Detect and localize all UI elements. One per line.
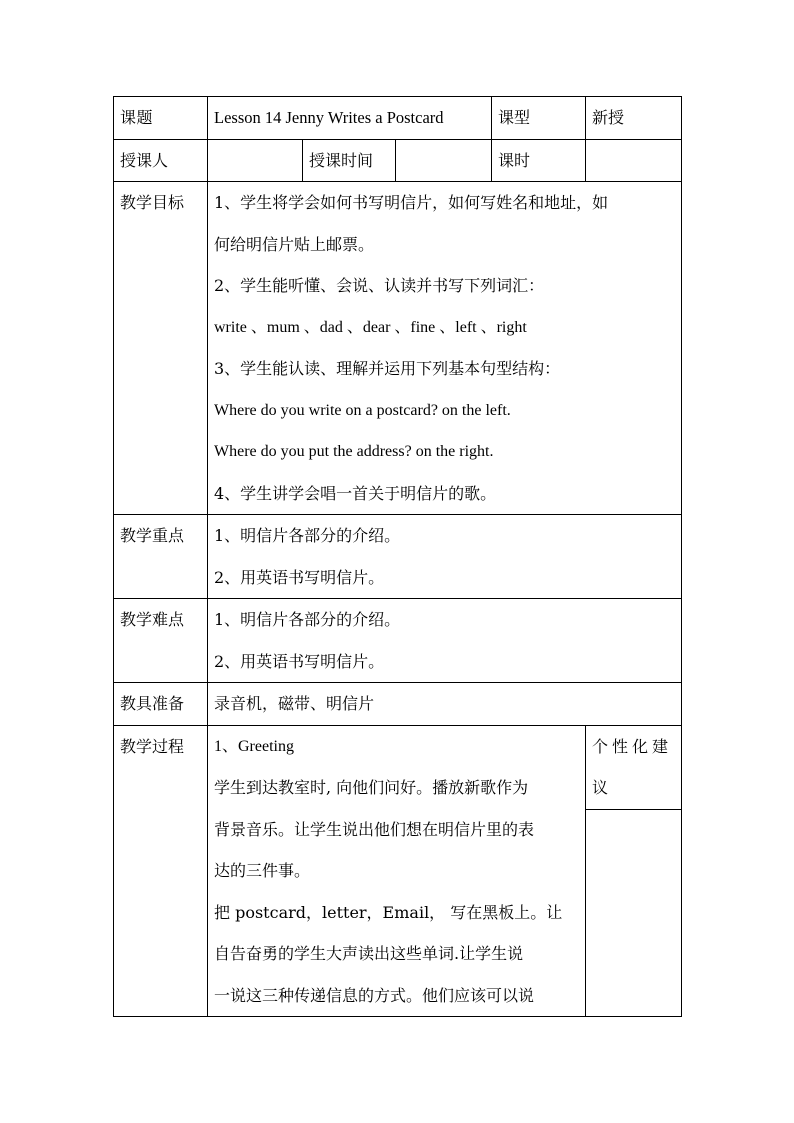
process-line: 把 postcard，letter，Email， 写在黑板上。让 [214, 902, 563, 922]
objective-line: 何给明信片贴上邮票。 [214, 234, 375, 254]
teacher-label: 授课人 [114, 139, 208, 182]
row-key-points [114, 515, 682, 599]
objectives-content [208, 182, 682, 515]
process-content [208, 725, 586, 1017]
time-label: 授课时间 [303, 139, 396, 182]
process-line: 一说这三种传递信息的方式。他们应该可以说 [214, 985, 535, 1005]
objective-line: 2、学生能听懂、会说、认读并书写下列词汇： [214, 276, 545, 295]
objective-line: 1、学生将学会如何书写明信片，如何写姓名和地址，如 [214, 193, 609, 212]
objective-line: 3、学生能认读、理解并运用下列基本句型结构： [214, 359, 561, 378]
objective-line: 4、学生讲学会唱一首关于明信片的歌。 [214, 483, 497, 503]
key-points-label: 教学重点 [114, 515, 208, 599]
personalized-suggestion-cell [586, 809, 682, 1016]
difficulties-label: 教学难点 [114, 599, 208, 683]
key-points-content [208, 515, 682, 599]
difficulties-content [208, 599, 682, 683]
materials-value: 录音机，磁带、明信片 [208, 683, 682, 726]
period-value [586, 139, 682, 182]
vocabulary-line: write 、mum 、dad 、dear 、fine 、left 、right [214, 318, 527, 336]
process-line: 达的三件事。 [214, 861, 311, 880]
process-line: 1、Greeting [214, 737, 294, 755]
period-label: 课时 [492, 139, 586, 182]
difficulty-line: 2、用英语书写明信片。 [214, 651, 385, 671]
personalized-suggestion-label: 个性化建议 [586, 725, 682, 809]
row-difficulties [114, 599, 682, 683]
teacher-value [208, 139, 303, 182]
sentence-line: Where do you put the address? on the right. [214, 443, 494, 460]
process-label: 教学过程 [114, 725, 208, 1017]
row-process [114, 725, 682, 809]
objectives-label: 教学目标 [114, 182, 208, 515]
key-point-line: 1、明信片各部分的介绍。 [214, 526, 401, 545]
sentence-line: Where do you write on a postcard? on the left. [214, 401, 511, 419]
type-label: 课型 [492, 97, 586, 140]
process-line: 学生到达教室时, 向他们问好。播放新歌作为 [214, 778, 529, 797]
time-value [396, 139, 492, 182]
process-line: 自告奋勇的学生大声读出这些单词.让学生说 [214, 944, 524, 963]
process-line: 背景音乐。让学生说出他们想在明信片里的表 [214, 819, 535, 839]
type-value: 新授 [586, 97, 682, 140]
materials-label: 教具准备 [114, 683, 208, 726]
topic-value: Lesson 14 Jenny Writes a Postcard [208, 97, 492, 140]
row-materials [114, 683, 682, 726]
row-teacher [114, 139, 682, 182]
key-point-line: 2、用英语书写明信片。 [214, 567, 385, 587]
topic-label: 课题 [114, 97, 208, 140]
row-topic [114, 97, 682, 140]
row-objectives [114, 182, 682, 515]
lesson-plan-table [113, 96, 682, 1017]
difficulty-line: 1、明信片各部分的介绍。 [214, 610, 401, 629]
